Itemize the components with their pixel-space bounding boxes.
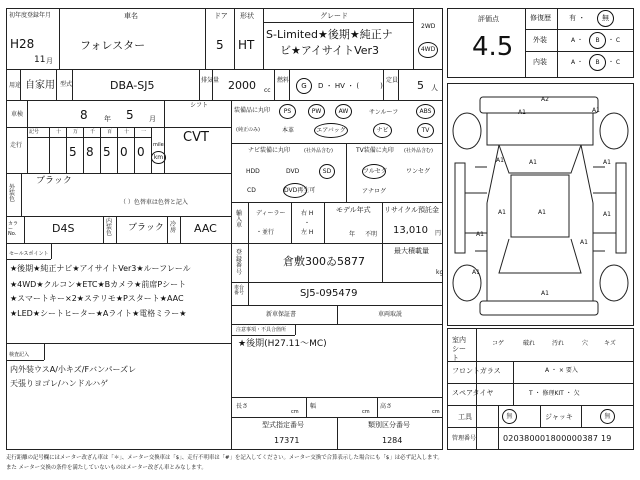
class-no-value: 1284: [382, 436, 403, 445]
import-left-hand: 左 H: [301, 229, 314, 236]
mileage-header: 一: [141, 129, 147, 135]
seat-tear: 破れ: [523, 340, 536, 347]
color-code: D4S: [52, 222, 75, 235]
sales-point-line: ★LED★シートヒーター★Aライト★電格ミラー★: [10, 309, 187, 318]
damage-code: A1: [541, 290, 549, 297]
fuel-label: 燃料: [277, 77, 290, 84]
capacity-unit: 人: [431, 84, 438, 92]
dim-height-label: 高さ: [380, 403, 393, 410]
ac-label: 冷房: [170, 221, 177, 234]
grade-line-1: S-Limited★後期★純正ナ: [266, 28, 393, 41]
rating-label: 評価点: [478, 15, 499, 23]
dim-height-unit: cm: [432, 409, 440, 415]
damage-code-bumper: A2: [541, 96, 549, 103]
damage-code: A1: [592, 107, 600, 114]
exterior-grade-a: A ・: [571, 37, 584, 44]
model-value: DBA-SJ5: [110, 79, 155, 92]
interior-grade-c: ・ C: [608, 59, 621, 66]
grade-line-2: ビ★アイサイトVer3: [280, 44, 380, 57]
fuel-gasoline: G: [296, 78, 312, 94]
reg-date-label: 初年度登録年月: [9, 12, 52, 19]
displacement-value: 2000: [228, 79, 256, 92]
damage-code: A1: [498, 209, 506, 216]
equipment-ps: PS: [279, 104, 296, 119]
seat-burn: コゲ: [492, 340, 505, 347]
notes-text: ★後期(H27.11～MC): [238, 339, 327, 349]
inspection-label: 車検: [11, 111, 24, 118]
sales-point-label: セールスポイント: [9, 251, 49, 257]
recycle-unit: 円: [435, 230, 442, 237]
car-name: フォレスター: [80, 39, 146, 52]
cc-unit: cc: [264, 87, 271, 94]
damage-code: A1: [580, 239, 588, 246]
tv-analog: アナログ: [362, 188, 387, 195]
damage-code: A1: [518, 109, 526, 116]
reg-no-value: 倉敷300ゐ5877: [283, 255, 365, 268]
grade-label: グレード: [320, 12, 348, 20]
tools-none: 無: [502, 409, 517, 424]
reg-era: H28: [10, 37, 35, 51]
equipment-tv: TV: [417, 123, 434, 138]
reg-month: 11: [34, 55, 46, 65]
mileage-header: 十: [56, 129, 62, 135]
warranty-label: 新車保証書: [266, 311, 297, 318]
shift-label: シフト: [190, 102, 209, 109]
dim-length-label: 長さ: [236, 403, 249, 410]
equipment-abs: ABS: [416, 104, 435, 119]
inspector-line: 内外装ウスA/小キズ/Fバンパーズレ: [10, 365, 137, 374]
inspection-month-unit: 月: [149, 115, 156, 123]
dim-length-unit: cm: [291, 409, 299, 415]
seat-hole: 穴: [582, 340, 589, 347]
type-no-value: 17371: [274, 436, 300, 445]
equipment-leather: 本革: [282, 127, 295, 134]
inspector-label: 検査記入: [9, 352, 30, 358]
mgmt-no-label: 管理番号: [452, 435, 477, 442]
damage-code: A1: [603, 159, 611, 166]
mileage-header-symbol: 記号: [29, 129, 40, 135]
tv-label-sub: (社外品含む): [404, 148, 433, 154]
damage-code: A1: [529, 159, 537, 166]
chassis-value: SJ5-095479: [300, 288, 358, 299]
front-glass-label: フロントガラス: [452, 367, 501, 375]
navi-dvd-play: DVD再生可: [283, 183, 307, 198]
navi-sd: SD: [319, 164, 335, 179]
mileage-digit: 5: [69, 145, 77, 159]
max-load-unit: kg: [436, 269, 444, 276]
exterior-note: （ ）色替車は色替と記入: [120, 199, 188, 206]
navi-hdd: HDD: [246, 168, 260, 175]
jack-label: ジャッキ: [545, 413, 573, 421]
use-label: 用途: [9, 82, 22, 89]
rating-score: 4.5: [472, 32, 514, 62]
capacity-value: 5: [417, 79, 424, 92]
equipment-label: 装備品に丸印: [234, 107, 271, 114]
seat-dirt: 汚れ: [552, 340, 565, 347]
model-year-unit: 年: [349, 231, 356, 238]
interior-color-label: 内装色: [106, 218, 113, 237]
damage-code: A1: [476, 231, 484, 238]
import-dealer: ディーラー: [256, 210, 286, 217]
ac-value: AAC: [194, 222, 217, 235]
tools-label: 工具: [458, 413, 472, 421]
manual-label: 車両取説: [378, 311, 403, 318]
shape-value: HT: [238, 38, 255, 52]
repair-label: 修復歴: [530, 14, 551, 22]
damage-code: A1: [538, 209, 546, 216]
mileage-mile: mile: [153, 142, 164, 148]
interior-color: ブラック: [128, 223, 164, 233]
dim-width-unit: cm: [362, 409, 370, 415]
reg-month-unit: 月: [46, 57, 53, 65]
mileage-header: 万: [73, 129, 79, 135]
mileage-digit: 5: [103, 145, 111, 159]
damage-code: A1: [603, 211, 611, 218]
front-glass-values: A ・ × 要入: [545, 367, 578, 374]
color-code-label: カラー No.: [8, 221, 19, 237]
notes-label: 注意事項・不具合箇所: [236, 327, 287, 333]
spare-tire-values: T ・ 修理KIT ・ 欠: [529, 390, 580, 397]
reg-no-label: 登録番号: [236, 249, 243, 276]
recycle-value: 13,010: [393, 225, 428, 236]
mileage-header: 千: [90, 129, 96, 135]
mileage-digit: 8: [86, 145, 94, 159]
equipment-pw: PW: [308, 104, 325, 119]
equipment-navi: ナビ: [373, 123, 392, 138]
equipment-label-sub: (純正のみ): [236, 127, 260, 133]
mileage-km: km: [151, 151, 166, 164]
exterior-grade-b: B: [589, 32, 606, 49]
sales-point-line: ★後期★純正ナビ★アイサイトVer3★ルーフレール: [10, 264, 191, 273]
shape-label: 形状: [240, 12, 254, 20]
interior-grade-label: 内装: [533, 58, 547, 66]
model-year-unknown: 不明: [365, 231, 378, 238]
damage-code: A1: [472, 269, 480, 276]
exterior-grade-label: 外装: [533, 36, 547, 44]
car-name-label: 車名: [124, 12, 138, 20]
type-no-label: 型式指定番号: [262, 421, 304, 429]
navi-label-sub: (社外品含む): [304, 148, 333, 154]
exterior-value: ブラック: [36, 176, 72, 186]
interior-seat-label: 室内 シート: [452, 336, 466, 363]
import-label: 輸入車: [236, 210, 243, 229]
navi-dvd: DVD: [286, 168, 300, 175]
jack-none: 無: [600, 409, 615, 424]
damage-code: A1: [496, 157, 504, 164]
import-dot: ・: [304, 220, 311, 227]
mgmt-no-value: 020380001800000387 19: [503, 434, 612, 443]
repair-none: 無: [597, 10, 614, 27]
capacity-label: 定員: [386, 77, 399, 84]
use-value: 自家用: [25, 80, 55, 91]
exterior-label: 外装色: [9, 184, 16, 203]
import-parallel: ・並行: [256, 229, 275, 236]
tv-fullseg: フルセグ: [362, 164, 386, 179]
interior-grade-a: A ・: [571, 59, 584, 66]
footer-note-2: また メーター交換の条件を満たしていないものはメーター改ざん車とみなします。: [6, 465, 207, 471]
import-right-hand: 右 H: [301, 210, 314, 217]
mileage-header: 百: [107, 129, 113, 135]
mileage-header: 十: [124, 129, 130, 135]
navi-label: ナビ装備に丸印: [248, 147, 291, 154]
sales-point-line: ★4WD★クルコン★ETC★Bカメラ★前席Pシート: [10, 280, 187, 289]
repair-yes: 有 ・: [569, 14, 586, 22]
spare-tire-label: スペアタイヤ: [452, 389, 494, 397]
model-label: 型式: [60, 81, 73, 88]
equipment-airbag: エアバッグ: [314, 123, 348, 138]
navi-cd: CD: [247, 187, 256, 194]
inspection-year-unit: 年: [104, 115, 111, 123]
drive-2wd: 2WD: [421, 23, 436, 30]
mileage-label: 走行: [10, 142, 23, 149]
dim-width-label: 幅: [310, 403, 317, 410]
inspector-line: 天張りヨゴレ/ハンドルハゲ: [10, 379, 109, 388]
max-load-label: 最大積載量: [394, 247, 429, 255]
tv-label: TV装備に丸印: [356, 147, 394, 154]
mileage-digit: 0: [120, 145, 128, 159]
recycle-label: リサイクル預託金: [384, 206, 440, 214]
displacement-label: 排気量: [201, 77, 220, 84]
equipment-sunroof: サンルーフ: [369, 109, 399, 116]
interior-grade-b: B: [589, 54, 606, 71]
door-count: 5: [216, 38, 224, 52]
shift-value: CVT: [183, 130, 209, 145]
equipment-aw: AW: [335, 104, 352, 119]
chassis-label: 車台番号: [234, 285, 245, 296]
mileage-digit: 0: [137, 145, 145, 159]
drive-4wd: 4WD: [418, 42, 438, 58]
seat-scratch: キズ: [604, 340, 616, 347]
exterior-grade-c: ・ C: [608, 37, 621, 44]
tv-oneseg: ワンセグ: [406, 168, 431, 175]
fuel-other: D ・ HV ・ ( ): [318, 82, 383, 90]
class-no-label: 類別区分番号: [368, 421, 410, 429]
inspection-month: 5: [126, 108, 134, 122]
inspection-year: 8: [80, 108, 88, 122]
door-label: ドア: [214, 12, 228, 20]
footer-note-1: 走行距離の記号欄にはメーター改ざん車は「＊」、メーター交換車は「$」、走行不明車は「#」を記入してください。メーター交換で合算表示した場合にも「$」は必ず記入します。: [6, 455, 443, 461]
sales-point-line: ★スマートキー×2★ステリモ★Pスタート★AAC: [10, 294, 184, 303]
model-year-label: モデル年式: [336, 206, 371, 214]
